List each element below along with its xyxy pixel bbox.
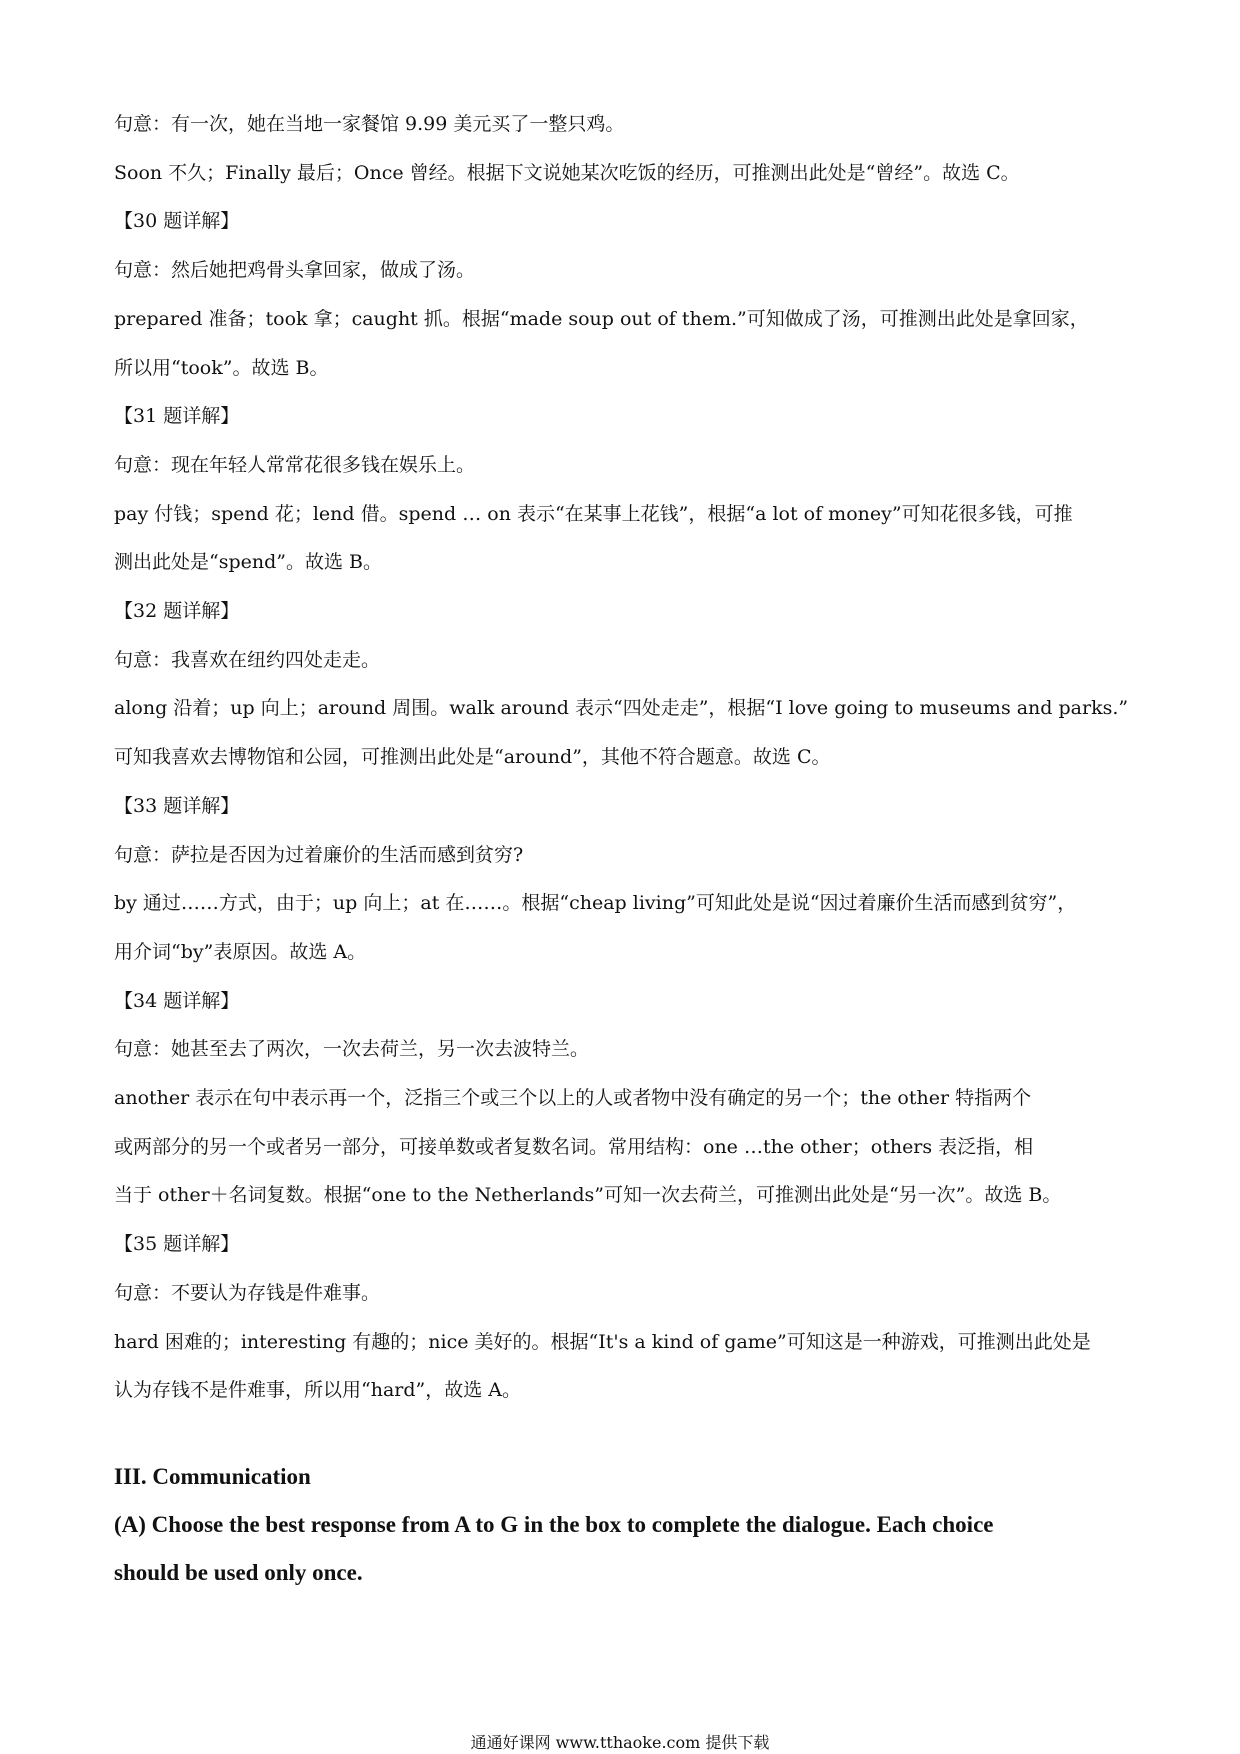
explanation-line: another 表示在句中表示再一个，泛指三个或三个以上的人或者物中没有确定的另一个；the other 特指两个: [114, 1087, 1032, 1110]
explanation-line: along 沿着；up 向上；around 周围。walk around 表示“四处走走”，根据“I love going to museums and parks.”: [114, 697, 1129, 720]
explanation-line: 句意：有一次，她在当地一家餐馆 9.99 美元买了一整只鸡。: [114, 113, 625, 135]
question-heading: 【35 题详解】: [114, 1233, 240, 1256]
explanation-line: pay 付钱；spend 花；lend 借。spend … on 表示“在某事上花钱”，根据“a lot of money”可知花很多钱，可推: [114, 502, 1073, 525]
section-instruction-line-2: should be used only once.: [114, 1559, 363, 1585]
explanation-line: prepared 准备；took 拿；caught 抓。根据“made soup out of them.”可知做成了汤，可推测出此处是拿回家，: [114, 307, 1089, 330]
explanation-line: 句意：她甚至去了两次，一次去荷兰，另一次去波特兰。: [114, 1038, 590, 1061]
section-gap: [114, 1415, 1134, 1453]
explanation-line: 句意：不要认为存钱是件难事。: [114, 1281, 381, 1304]
explanation-line: 句意：萨拉是否因为过着廉价的生活而感到贫穷?: [114, 843, 524, 866]
explanation-line: 或两部分的另一个或者另一部分，可接单数或者复数名词。常用结构：one …the other；others 表泛指，相: [114, 1135, 1034, 1158]
explanation-line: 可知我喜欢去博物馆和公园，可推测出此处是“around”，其他不符合题意。故选 C。: [114, 746, 831, 769]
explanation-list: [114, 100, 1134, 1415]
section-title: III. Communication: [114, 1463, 311, 1489]
question-heading: 【31 题详解】: [114, 405, 240, 428]
explanation-line: 句意：我喜欢在纽约四处走走。: [114, 648, 381, 671]
question-heading: 【34 题详解】: [114, 989, 240, 1012]
explanation-line: 句意：现在年轻人常常花很多钱在娱乐上。: [114, 453, 476, 476]
question-heading: 【30 题详解】: [114, 210, 240, 233]
explanation-line: 句意：然后她把鸡骨头拿回家，做成了汤。: [114, 259, 476, 282]
question-heading: 【33 题详解】: [114, 794, 240, 817]
explanation-line: 用介词“by”表原因。故选 A。: [114, 940, 367, 963]
explanation-line: 测出此处是“spend”。故选 B。: [114, 551, 382, 574]
explanation-line: by 通过……方式，由于；up 向上；at 在……。根据“cheap living”可知此处是说“因过着廉价生活而感到贫穷”，: [114, 892, 1077, 915]
explanation-line: 当于 other＋名词复数。根据“one to the Netherlands”可知一次去荷兰，可推测出此处是“另一次”。故选 B。: [114, 1184, 1062, 1207]
explanation-line: 所以用“took”。故选 B。: [114, 356, 329, 379]
page-footer: 通通好课网 www.tthaoke.com 提供下载: [470, 1733, 770, 1752]
explanation-line: Soon 不久；Finally 最后；Once 曾经。根据下文说她某次吃饭的经历，可推测出此处是“曾经”。故选 C。: [114, 161, 1020, 184]
question-heading: 【32 题详解】: [114, 600, 240, 623]
section-instruction-line-1: (A) Choose the best response from A to G in the box to complete the dialogue. Each choice: [114, 1511, 994, 1537]
document-page: [114, 100, 1134, 1597]
explanation-line: hard 困难的；interesting 有趣的；nice 美好的。根据“It's a kind of game”可知这是一种游戏，可推测出此处是: [114, 1330, 1091, 1353]
explanation-line: 认为存钱不是件难事，所以用“hard”，故选 A。: [114, 1379, 521, 1402]
